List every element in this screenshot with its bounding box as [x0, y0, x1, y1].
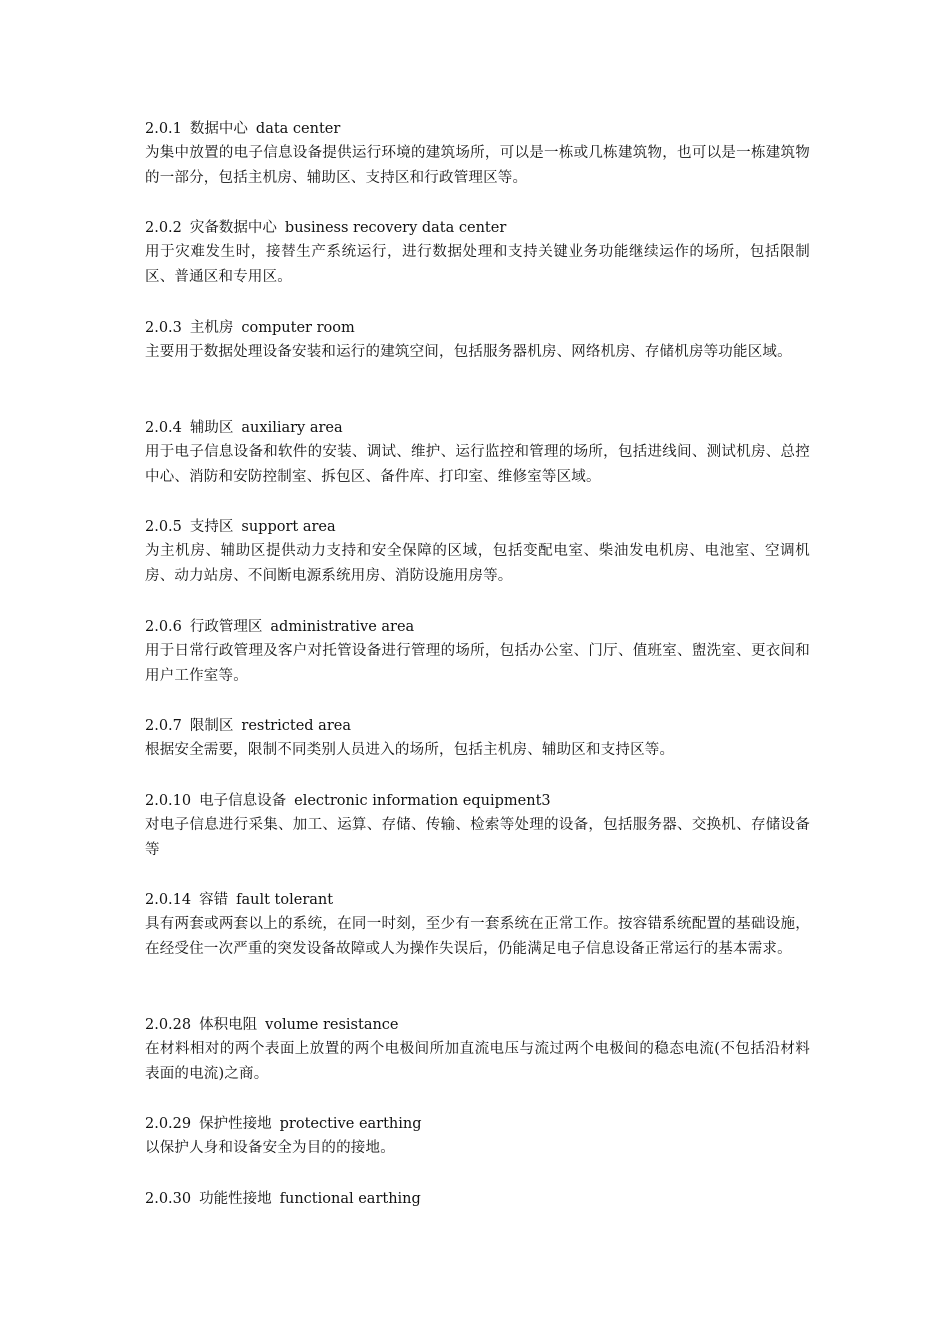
- entry-definition: 用于日常行政管理及客户对托管设备进行管理的场所，包括办公室、门厅、值班室、盥洗室、更衣间和用户工作室等。: [145, 643, 810, 684]
- term-english: computer room: [241, 320, 355, 336]
- glossary-entry: [145, 117, 810, 191]
- entry-number: 2.0.28: [145, 1017, 192, 1033]
- entry-heading: [145, 615, 810, 639]
- entry-heading: [145, 216, 810, 240]
- entry-definition: 具有两套或两套以上的系统，在同一时刻，至少有一套系统在正常工作。按容错系统配置的基础设施，在经受住一次严重的突发设备故障或人为操作失误后，仍能满足电子信息设备正常运行的基本需求。: [145, 916, 810, 957]
- term-chinese: 限制区: [189, 718, 234, 734]
- glossary-entry: [145, 1013, 810, 1087]
- entry-definition: 用于电子信息设备和软件的安装、调试、维护、运行监控和管理的场所，包括进线间、测试机房、总控中心、消防和安防控制室、拆包区、备件库、打印室、维修室等区域。: [145, 444, 810, 485]
- entry-heading: [145, 1112, 810, 1136]
- term-english: volume resistance: [265, 1017, 399, 1033]
- entry-number: 2.0.4: [145, 420, 182, 436]
- entry-heading: [145, 416, 810, 440]
- term-chinese: 功能性接地: [199, 1191, 272, 1207]
- glossary-entry: [145, 515, 810, 589]
- entry-definition: 用于灾难发生时，接替生产系统运行，进行数据处理和支持关键业务功能继续运作的场所，包括限制区、普通区和专用区。: [145, 244, 810, 285]
- term-english: administrative area: [270, 619, 415, 635]
- term-english: restricted area: [241, 718, 351, 734]
- entry-number: 2.0.5: [145, 519, 182, 535]
- term-chinese: 支持区: [189, 519, 234, 535]
- glossary-entry: [145, 789, 810, 863]
- entry-definition: 主要用于数据处理设备安装和运行的建筑空间，包括服务器机房、网络机房、存储机房等功能区域。: [145, 344, 792, 360]
- term-english: business recovery data center: [284, 220, 507, 236]
- entry-number: 2.0.29: [145, 1116, 192, 1132]
- glossary-entry: [145, 615, 810, 689]
- glossary-entry: [145, 216, 810, 290]
- term-english: electronic information equipment3: [294, 793, 551, 809]
- term-english: functional earthing: [279, 1191, 421, 1207]
- entry-number: 2.0.14: [145, 892, 192, 908]
- glossary-entry: [145, 888, 810, 962]
- entry-number: 2.0.2: [145, 220, 182, 236]
- term-english: fault tolerant: [236, 892, 334, 908]
- term-chinese: 灾备数据中心: [189, 220, 277, 236]
- entry-heading: [145, 515, 810, 539]
- term-chinese: 数据中心: [189, 121, 248, 137]
- glossary-entry: [145, 316, 810, 365]
- entry-definition: 在材料相对的两个表面上放置的两个电极间所加直流电压与流过两个电极间的稳态电流(不包括沿材料表面的电流)之商。: [145, 1041, 810, 1082]
- term-chinese: 容错: [199, 892, 229, 908]
- term-chinese: 辅助区: [189, 420, 234, 436]
- entry-number: 2.0.30: [145, 1191, 192, 1207]
- term-chinese: 电子信息设备: [199, 793, 287, 809]
- term-chinese: 主机房: [189, 320, 234, 336]
- glossary-entry: [145, 1187, 810, 1211]
- entry-heading: [145, 117, 810, 141]
- entry-heading: [145, 789, 810, 813]
- entry-heading: [145, 1187, 810, 1211]
- glossary-entry: [145, 1112, 810, 1161]
- entry-number: 2.0.10: [145, 793, 192, 809]
- term-english: protective earthing: [279, 1116, 422, 1132]
- entry-number: 2.0.7: [145, 718, 182, 734]
- term-english: auxiliary area: [241, 420, 343, 436]
- entry-number: 2.0.6: [145, 619, 182, 635]
- entry-definition: 以保护人身和设备安全为目的的接地。: [145, 1140, 395, 1156]
- entry-heading: [145, 714, 810, 738]
- term-chinese: 体积电阻: [199, 1017, 258, 1033]
- term-english: data center: [255, 121, 341, 137]
- entry-number: 2.0.3: [145, 320, 182, 336]
- entry-definition: 根据安全需要，限制不同类别人员进入的场所，包括主机房、辅助区和支持区等。: [145, 742, 675, 758]
- term-chinese: 行政管理区: [189, 619, 263, 635]
- entry-heading: [145, 1013, 810, 1037]
- entry-definition: 为主机房、辅助区提供动力支持和安全保障的区域，包括变配电室、柴油发电机房、电池室、空调机房、动力站房、不间断电源系统用房、消防设施用房等。: [145, 543, 810, 584]
- entry-definition: 为集中放置的电子信息设备提供运行环境的建筑场所，可以是一栋或几栋建筑物，也可以是一栋建筑物的一部分，包括主机房、辅助区、支持区和行政管理区等。: [145, 145, 810, 186]
- entry-heading: [145, 888, 810, 912]
- glossary-entry: [145, 416, 810, 490]
- entry-definition: 对电子信息进行采集、加工、运算、存储、传输、检索等处理的设备，包括服务器、交换机、存储设备等: [145, 817, 810, 858]
- term-english: support area: [241, 519, 336, 535]
- glossary-entry: [145, 714, 810, 763]
- entry-heading: [145, 316, 810, 340]
- term-chinese: 保护性接地: [199, 1116, 272, 1132]
- entry-number: 2.0.1: [145, 121, 182, 137]
